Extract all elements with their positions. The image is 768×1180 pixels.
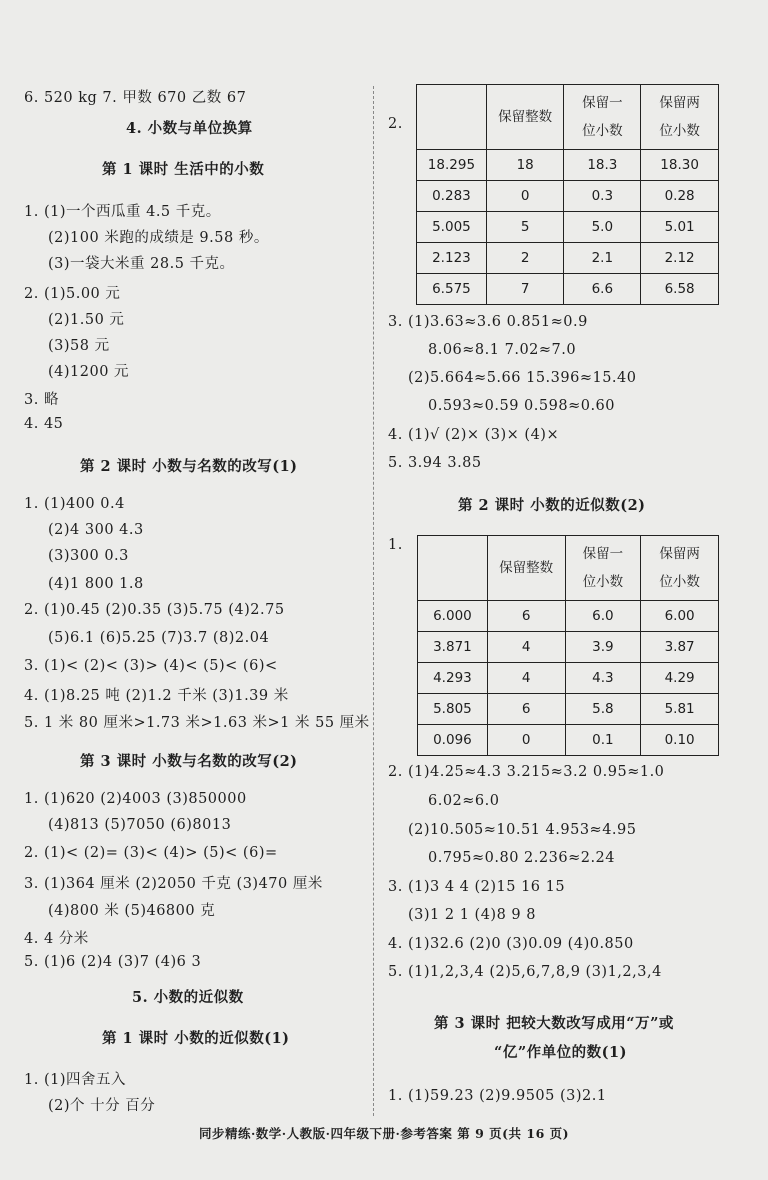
- rounding-table-1: [416, 84, 719, 305]
- table-header-cell: 保留一 位小数: [565, 536, 641, 601]
- answer-line: 0.593≈0.59 0.598≈0.60: [428, 398, 615, 414]
- rounding-table-2: [417, 535, 719, 756]
- lesson-title: 第 3 课时 小数与名数的改写(2): [80, 753, 298, 770]
- table-cell: 6: [487, 694, 565, 725]
- table-cell: 6.000: [418, 601, 488, 632]
- table-cell: 2: [486, 243, 564, 274]
- table-row: [417, 150, 719, 181]
- answer-line: 4. 45: [24, 416, 64, 432]
- answer-line: 3. (1)3 4 4 (2)15 16 15: [388, 879, 566, 895]
- table-cell: 5.005: [417, 212, 487, 243]
- table-cell: 2.123: [417, 243, 487, 274]
- table-cell: 4.29: [641, 663, 719, 694]
- answer-line: 1. (1)四舍五入: [24, 1072, 126, 1088]
- answer-line: 3. 略: [24, 392, 59, 408]
- table-cell: 2.12: [641, 243, 719, 274]
- unit-title: 4. 小数与单位换算: [126, 120, 253, 137]
- table-cell: 2.1: [564, 243, 641, 274]
- table-cell: 0.10: [641, 725, 719, 756]
- answer-line: 5. 3.94 3.85: [388, 455, 482, 471]
- answer-line: (2)10.505≈10.51 4.953≈4.95: [408, 822, 637, 838]
- table-header-row: [418, 536, 719, 601]
- table-cell: 5.805: [418, 694, 488, 725]
- answer-line: (2)1.50 元: [48, 312, 125, 328]
- table-cell: 6.00: [641, 601, 719, 632]
- table-row: [418, 694, 719, 725]
- answer-line: 4. (1)√ (2)× (3)× (4)×: [388, 427, 560, 443]
- table-header-cell: [418, 536, 488, 601]
- page-footer: 同步精练·数学·人教版·四年级下册·参考答案 第 9 页(共 16 页): [198, 1126, 570, 1141]
- answer-line: 1. (1)59.23 (2)9.9505 (3)2.1: [388, 1088, 607, 1104]
- table-cell: 0: [487, 725, 565, 756]
- table-row: [418, 601, 719, 632]
- answer-line: 3. (1)< (2)< (3)> (4)< (5)< (6)<: [24, 658, 278, 674]
- answer-line: 6.02≈6.0: [428, 793, 500, 809]
- table-cell: 6.6: [564, 274, 641, 305]
- answer-line: (4)813 (5)7050 (6)8013: [48, 817, 232, 833]
- answer-line: (2)5.664≈5.66 15.396≈15.40: [408, 370, 637, 386]
- answer-line: 3. (1)3.63≈3.6 0.851≈0.9: [388, 314, 588, 330]
- answer-line: (3)1 2 1 (4)8 9 8: [408, 907, 536, 923]
- table-header-row: [417, 85, 719, 150]
- table-cell: 0.3: [564, 181, 641, 212]
- table-cell: 5.01: [641, 212, 719, 243]
- table-cell: 5.81: [641, 694, 719, 725]
- answer-line: (2)4 300 4.3: [48, 522, 144, 538]
- answer-line: (5)6.1 (6)5.25 (7)3.7 (8)2.04: [48, 630, 270, 646]
- lesson-title: 第 2 课时 小数的近似数(2): [458, 497, 646, 514]
- answer-line: (3)58 元: [48, 338, 110, 354]
- table-row: [418, 663, 719, 694]
- table-cell: 0.28: [641, 181, 719, 212]
- answer-line: (2)个 十分 百分: [48, 1098, 156, 1114]
- answer-line: (4)1200 元: [48, 364, 130, 380]
- table-cell: 0.096: [418, 725, 488, 756]
- table-cell: 18.3: [564, 150, 641, 181]
- table-row: [418, 632, 719, 663]
- table-cell: 0.1: [565, 725, 641, 756]
- answer-line: 2. (1)5.00 元: [24, 286, 121, 302]
- table-header-cell: 保留两 位小数: [641, 536, 719, 601]
- table-cell: 5.0: [564, 212, 641, 243]
- answer-line: 8.06≈8.1 7.02≈7.0: [428, 342, 577, 358]
- table-cell: 6.58: [641, 274, 719, 305]
- lesson-title: 第 1 课时 生活中的小数: [102, 161, 265, 178]
- lesson-title: 第 1 课时 小数的近似数(1): [102, 1030, 290, 1047]
- answer-line: (4)1 800 1.8: [48, 576, 144, 592]
- table-cell: 18.30: [641, 150, 719, 181]
- table-cell: 3.87: [641, 632, 719, 663]
- answer-line: 5. 1 米 80 厘米>1.73 米>1.63 米>1 米 55 厘米: [24, 715, 370, 731]
- table-row: [417, 181, 719, 212]
- answer-line: 4. (1)32.6 (2)0 (3)0.09 (4)0.850: [388, 936, 634, 952]
- table-cell: 4.3: [565, 663, 641, 694]
- answer-line: (2)100 米跑的成绩是 9.58 秒。: [48, 230, 269, 246]
- table-cell: 3.9: [565, 632, 641, 663]
- answer-line: 4. 4 分米: [24, 931, 89, 947]
- table-cell: 6.575: [417, 274, 487, 305]
- answer-line: 3. (1)364 厘米 (2)2050 千克 (3)470 厘米: [24, 876, 323, 892]
- table-cell: 4.293: [418, 663, 488, 694]
- answer-line: 4. (1)8.25 吨 (2)1.2 千米 (3)1.39 米: [24, 688, 289, 704]
- answer-line: (3)300 0.3: [48, 548, 129, 564]
- column-divider: [373, 86, 374, 1116]
- table-cell: 0.283: [417, 181, 487, 212]
- question-label: 1.: [388, 537, 403, 553]
- table-cell: 3.871: [418, 632, 488, 663]
- question-label: 2.: [388, 116, 403, 132]
- table-cell: 18.295: [417, 150, 487, 181]
- answer-line: (4)800 米 (5)46800 克: [48, 903, 216, 919]
- answer-line: 6. 520 kg 7. 甲数 670 乙数 67: [24, 90, 247, 106]
- table-cell: 18: [486, 150, 564, 181]
- table-header-cell: 保留整数: [487, 536, 565, 601]
- table-cell: 0: [486, 181, 564, 212]
- lesson-title: 第 2 课时 小数与名数的改写(1): [80, 458, 298, 475]
- answer-line: 2. (1)0.45 (2)0.35 (3)5.75 (4)2.75: [24, 602, 285, 618]
- table-cell: 6: [487, 601, 565, 632]
- table-header-cell: 保留两 位小数: [641, 85, 719, 150]
- answer-line: (3)一袋大米重 28.5 千克。: [48, 256, 235, 272]
- unit-title: 5. 小数的近似数: [132, 989, 244, 1006]
- table-header-cell: [417, 85, 487, 150]
- answer-line: 2. (1)< (2)= (3)< (4)> (5)< (6)=: [24, 845, 278, 861]
- answer-line: 1. (1)一个西瓜重 4.5 千克。: [24, 204, 221, 220]
- table-row: [418, 725, 719, 756]
- table-header-cell: 保留整数: [486, 85, 564, 150]
- answer-line: 1. (1)620 (2)4003 (3)850000: [24, 791, 247, 807]
- answer-line: 5. (1)1,2,3,4 (2)5,6,7,8,9 (3)1,2,3,4: [388, 964, 662, 980]
- table-row: [417, 212, 719, 243]
- table-cell: 4: [487, 663, 565, 694]
- lesson-title-cont: “亿”作单位的数(1): [494, 1044, 627, 1061]
- table-cell: 6.0: [565, 601, 641, 632]
- table-row: [417, 243, 719, 274]
- table-cell: 5: [486, 212, 564, 243]
- answer-line: 5. (1)6 (2)4 (3)7 (4)6 3: [24, 954, 202, 970]
- answer-line: 1. (1)400 0.4: [24, 496, 125, 512]
- lesson-title: 第 3 课时 把较大数改写成用“万”或: [434, 1015, 674, 1032]
- table-cell: 4: [487, 632, 565, 663]
- table-header-cell: 保留一 位小数: [564, 85, 641, 150]
- answer-line: 0.795≈0.80 2.236≈2.24: [428, 850, 615, 866]
- answer-line: 2. (1)4.25≈4.3 3.215≈3.2 0.95≈1.0: [388, 764, 665, 780]
- table-row: [417, 274, 719, 305]
- table-cell: 5.8: [565, 694, 641, 725]
- table-cell: 7: [486, 274, 564, 305]
